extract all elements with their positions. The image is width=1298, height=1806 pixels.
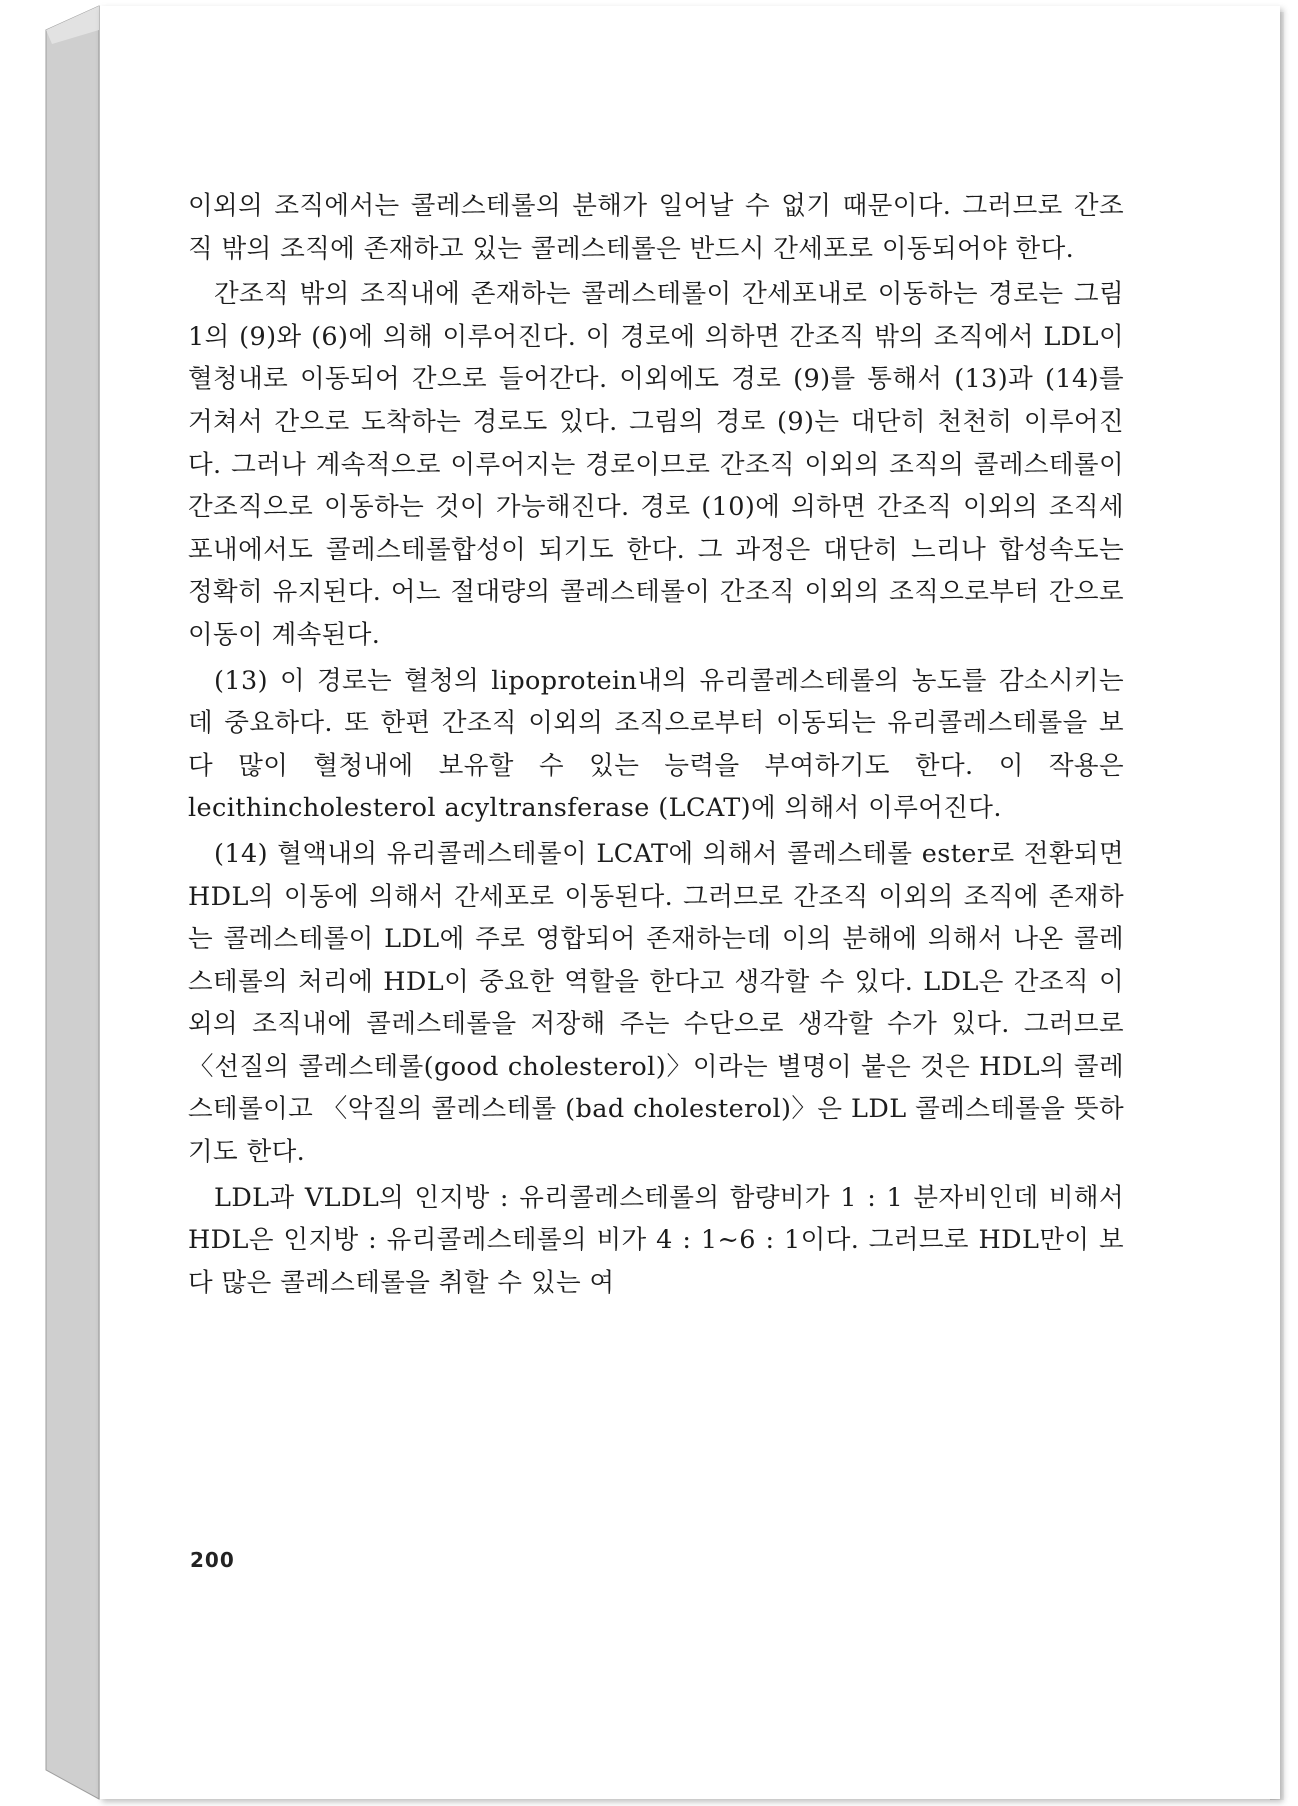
paragraph-2: 간조직 밖의 조직내에 존재하는 콜레스테롤이 간세포내로 이동하는 경로는 그림 1의 (9)와 (6)에 의해 이루어진다. 이 경로에 의하면 간조직 밖의 조직에서 LDL이 혈청내로 이동되어 간으로 들어간다. 이외에도 경로 (9)를 통해서 (13)과 (14)를 거쳐서 간으로 도착하는 경로도 있다. 그림의 경로 (9)는 대단히 천천히 이루어진다. 그러나 계속적으로 이루어지는 경로이므로 간조직 이외의 조직의 콜레스테롤이 간조직으로 이동하는 것이 가능해진다. 경로 (10)에 의하면 간조직 이외의 조직세포내에서도 콜레스테롤합성이 되기도 한다. 그 과정은 대단히 느리나 합성속도는 정확히 유지된다. 어느 절대량의 콜레스테롤이 간조직 이외의 조직으로부터 간으로 이동이 계속된다.: [188, 279, 1124, 650]
paragraph-3: (13) 이 경로는 혈청의 lipoprotein내의 유리콜레스테롤의 농도를 감소시키는 데 중요하다. 또 한편 간조직 이외의 조직으로부터 이동되는 유리콜레스테롤을 보다 많이 혈청내에 보유할 수 있는 능력을 부여하기도 한다. 이 작용은 lecithincholesterol acyltransferase (LCAT)에 의해서 이루어진다.: [188, 665, 1124, 824]
page-number: 200: [190, 1548, 235, 1572]
page-body-text: [188, 185, 1124, 1307]
paragraph-1: 이외의 조직에서는 콜레스테롤의 분해가 일어날 수 없기 때문이다. 그러므로 간조직 밖의 조직에 존재하고 있는 콜레스테롤은 반드시 간세포로 이동되어야 한다.: [188, 191, 1124, 264]
paragraph-4: (14) 혈액내의 유리콜레스테롤이 LCAT에 의해서 콜레스테롤 ester로 전환되면 HDL의 이동에 의해서 간세포로 이동된다. 그러므로 간조직 이외의 조직에 존재하는 콜레스테롤이 LDL에 주로 영합되어 존재하는데 이의 분해에 의해서 나온 콜레스테롤의 처리에 HDL이 중요한 역할을 한다고 생각할 수 있다. LDL은 간조직 이외의 조직내에 콜레스테롤을 저장해 주는 수단으로 생각할 수가 있다. 그러므로 〈선질의 콜레스테롤(good cholesterol)〉이라는 별명이 붙은 것은 HDL의 콜레스테롤이고 〈악질의 콜레스테롤 (bad cholesterol)〉은 LDL 콜레스테롤을 뜻하기도 한다.: [188, 838, 1124, 1168]
paragraph-5: LDL과 VLDL의 인지방 : 유리콜레스테롤의 함량비가 1 : 1 분자비인데 비해서 HDL은 인지방 : 유리콜레스테롤의 비가 4 : 1∼6 : 1이다. 그러므로 HDL만이 보다 많은 콜레스테롤을 취할 수 있는 여: [188, 1182, 1124, 1298]
